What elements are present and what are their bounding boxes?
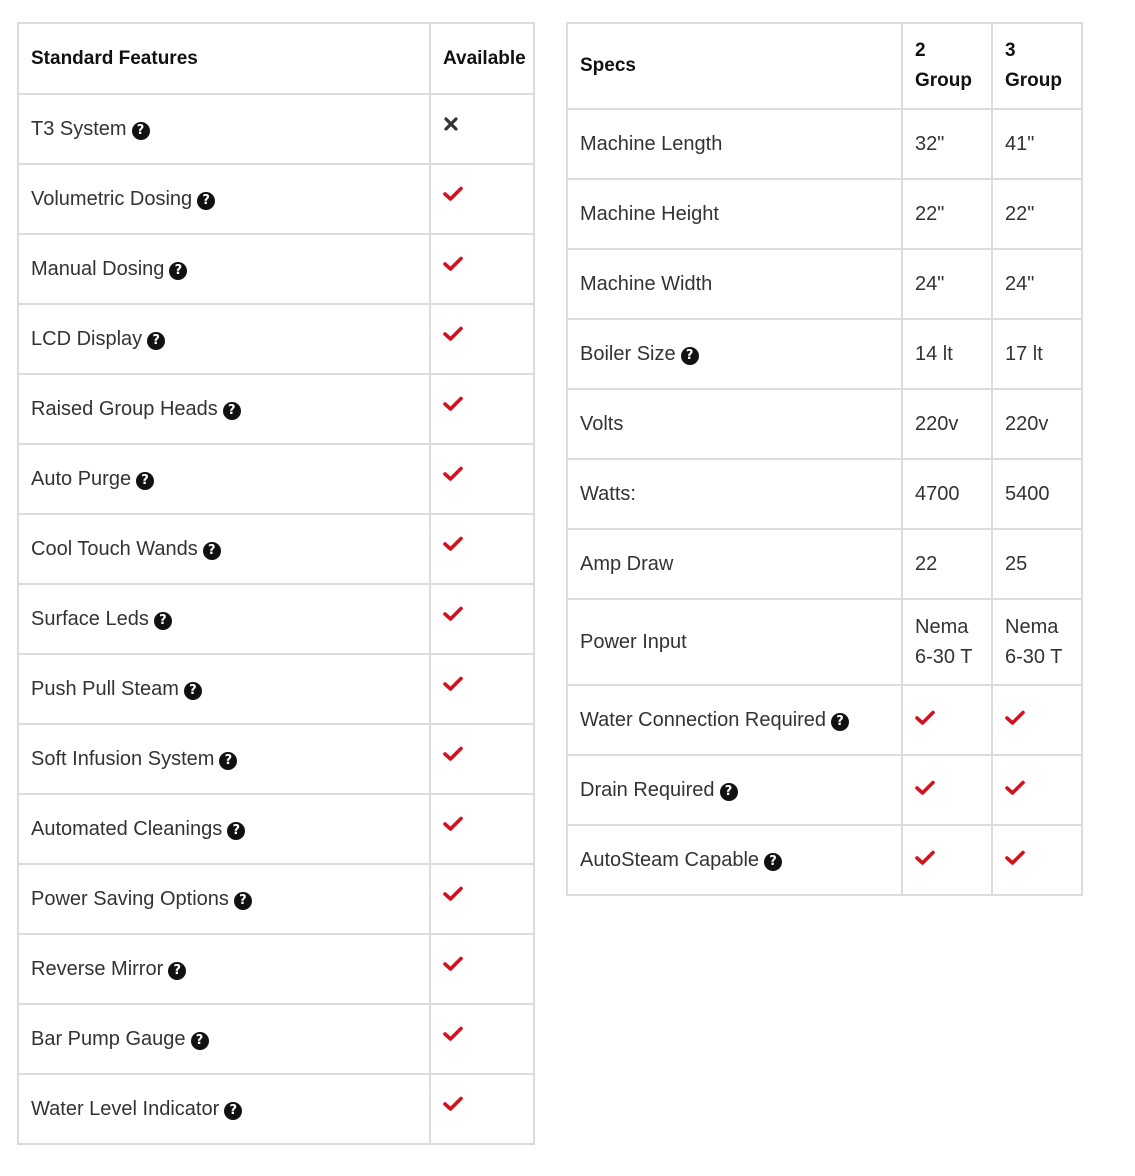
spec-label: Amp Draw bbox=[567, 529, 902, 599]
specs-header: Specs bbox=[567, 23, 902, 109]
spec-value-3-group bbox=[992, 685, 1082, 755]
feature-name-cell bbox=[18, 724, 430, 794]
feature-name-cell bbox=[18, 514, 430, 584]
feature-row bbox=[18, 374, 534, 444]
feature-row bbox=[18, 1074, 534, 1144]
feature-name-cell bbox=[18, 164, 430, 234]
features-header-row bbox=[18, 23, 534, 94]
feature-name: Bar Pump Gauge bbox=[31, 1027, 186, 1050]
feature-available-cell bbox=[430, 724, 534, 794]
spec-value-3-group: 25 bbox=[992, 529, 1082, 599]
check-icon bbox=[443, 956, 463, 972]
feature-name: Soft Infusion System bbox=[31, 747, 215, 770]
help-icon[interactable]: ? bbox=[223, 402, 241, 420]
feature-name: T3 System bbox=[31, 117, 127, 140]
check-icon bbox=[443, 1026, 463, 1042]
feature-available-cell bbox=[430, 864, 534, 934]
available-header: Available bbox=[430, 23, 534, 94]
help-icon[interactable]: ? bbox=[132, 122, 150, 140]
feature-name-cell bbox=[18, 864, 430, 934]
feature-available-cell bbox=[430, 654, 534, 724]
feature-name-cell bbox=[18, 374, 430, 444]
spec-value-3-group: 41" bbox=[992, 109, 1082, 179]
feature-row bbox=[18, 94, 534, 164]
help-icon[interactable]: ? bbox=[234, 892, 252, 910]
check-icon bbox=[443, 886, 463, 902]
feature-row bbox=[18, 1004, 534, 1074]
spec-value-3-group: 5400 bbox=[992, 459, 1082, 529]
spec-row-drain-required bbox=[567, 755, 1082, 825]
spec-row-machine-width bbox=[567, 249, 1082, 319]
feature-name-cell bbox=[18, 654, 430, 724]
feature-available-cell bbox=[430, 304, 534, 374]
spec-value-3-group: 17 lt bbox=[992, 319, 1082, 389]
feature-name: Auto Purge bbox=[31, 467, 132, 490]
spec-label: Machine Width bbox=[567, 249, 902, 319]
check-icon bbox=[1005, 710, 1025, 726]
feature-row bbox=[18, 584, 534, 654]
feature-name: Cool Touch Wands bbox=[31, 537, 198, 560]
spec-value-2-group: 24" bbox=[902, 249, 992, 319]
feature-name-cell bbox=[18, 1004, 430, 1074]
feature-name: Water Level Indicator bbox=[31, 1097, 220, 1120]
check-icon bbox=[915, 710, 935, 726]
feature-name-cell bbox=[18, 234, 430, 304]
spec-value-2-group: Nema 6-30 T bbox=[902, 599, 992, 685]
feature-row bbox=[18, 304, 534, 374]
feature-row bbox=[18, 654, 534, 724]
spec-label: Machine Height bbox=[567, 179, 902, 249]
check-icon bbox=[443, 1096, 463, 1112]
feature-available-cell bbox=[430, 794, 534, 864]
spec-label: Machine Length bbox=[567, 109, 902, 179]
feature-name-cell bbox=[18, 94, 430, 164]
spec-label-cell bbox=[567, 319, 902, 389]
check-icon bbox=[443, 186, 463, 202]
spec-row-volts bbox=[567, 389, 1082, 459]
spec-value-2-group: 22 bbox=[902, 529, 992, 599]
spec-value-2-group: 4700 bbox=[902, 459, 992, 529]
check-icon bbox=[443, 606, 463, 622]
check-icon bbox=[1005, 780, 1025, 796]
feature-row bbox=[18, 864, 534, 934]
spec-label: Water Connection Required bbox=[580, 708, 827, 731]
help-icon[interactable]: ? bbox=[224, 1102, 242, 1120]
help-icon[interactable]: ? bbox=[764, 853, 782, 871]
spec-value-2-group bbox=[902, 825, 992, 895]
help-icon[interactable]: ? bbox=[720, 783, 738, 801]
spec-label: Drain Required bbox=[580, 778, 715, 801]
spec-label: AutoSteam Capable bbox=[580, 848, 760, 871]
spec-value-2-group: 220v bbox=[902, 389, 992, 459]
feature-row bbox=[18, 164, 534, 234]
check-icon bbox=[443, 466, 463, 482]
feature-name: Reverse Mirror bbox=[31, 957, 164, 980]
spec-row-autosteam bbox=[567, 825, 1082, 895]
feature-row bbox=[18, 794, 534, 864]
feature-row bbox=[18, 444, 534, 514]
two-group-header: 2 Group bbox=[902, 23, 992, 109]
help-icon[interactable]: ? bbox=[219, 752, 237, 770]
help-icon[interactable]: ? bbox=[169, 262, 187, 280]
spec-row-machine-length bbox=[567, 109, 1082, 179]
check-icon bbox=[915, 780, 935, 796]
spec-row-water-connection bbox=[567, 685, 1082, 755]
feature-name: Volumetric Dosing bbox=[31, 187, 193, 210]
spec-value-3-group: 220v bbox=[992, 389, 1082, 459]
feature-name: Automated Cleanings bbox=[31, 817, 223, 840]
standard-features-header: Standard Features bbox=[18, 23, 430, 94]
feature-available-cell bbox=[430, 514, 534, 584]
standard-features-table bbox=[17, 22, 535, 1145]
spec-label: Watts: bbox=[567, 459, 902, 529]
check-icon bbox=[443, 256, 463, 272]
feature-available-cell bbox=[430, 1004, 534, 1074]
help-icon[interactable]: ? bbox=[147, 332, 165, 350]
feature-name-cell bbox=[18, 584, 430, 654]
feature-available-cell bbox=[430, 164, 534, 234]
spec-label: Volts bbox=[567, 389, 902, 459]
feature-name-cell bbox=[18, 1074, 430, 1144]
check-icon bbox=[1005, 850, 1025, 866]
spec-value-2-group bbox=[902, 755, 992, 825]
spec-value-2-group: 22" bbox=[902, 179, 992, 249]
help-icon[interactable]: ? bbox=[681, 347, 699, 365]
feature-name: Manual Dosing bbox=[31, 257, 165, 280]
feature-row bbox=[18, 724, 534, 794]
feature-name-cell bbox=[18, 444, 430, 514]
help-icon[interactable]: ? bbox=[203, 542, 221, 560]
specs-table bbox=[566, 22, 1083, 896]
check-icon bbox=[443, 536, 463, 552]
feature-name: Raised Group Heads bbox=[31, 397, 218, 420]
help-icon[interactable]: ? bbox=[831, 713, 849, 731]
check-icon bbox=[443, 746, 463, 762]
spec-row-boiler-size bbox=[567, 319, 1082, 389]
spec-row-power-input bbox=[567, 599, 1082, 685]
help-icon[interactable]: ? bbox=[191, 1032, 209, 1050]
check-icon bbox=[443, 326, 463, 342]
feature-row bbox=[18, 234, 534, 304]
specs-header-row bbox=[567, 23, 1082, 109]
feature-name-cell bbox=[18, 934, 430, 1004]
feature-name-cell bbox=[18, 304, 430, 374]
feature-available-cell bbox=[430, 1074, 534, 1144]
feature-available-cell bbox=[430, 94, 534, 164]
help-icon[interactable]: ? bbox=[154, 612, 172, 630]
help-icon[interactable]: ? bbox=[227, 822, 245, 840]
spec-label-cell bbox=[567, 755, 902, 825]
x-icon bbox=[443, 116, 459, 132]
check-icon bbox=[915, 850, 935, 866]
feature-available-cell bbox=[430, 934, 534, 1004]
spec-value-3-group: Nema 6-30 T bbox=[992, 599, 1082, 685]
check-icon bbox=[443, 676, 463, 692]
spec-value-3-group bbox=[992, 825, 1082, 895]
feature-name: Power Saving Options bbox=[31, 887, 229, 910]
spec-value-2-group: 14 lt bbox=[902, 319, 992, 389]
feature-available-cell bbox=[430, 584, 534, 654]
spec-value-3-group: 22" bbox=[992, 179, 1082, 249]
feature-available-cell bbox=[430, 444, 534, 514]
help-icon[interactable]: ? bbox=[136, 472, 154, 490]
spec-value-3-group: 24" bbox=[992, 249, 1082, 319]
spec-row-machine-height bbox=[567, 179, 1082, 249]
spec-value-2-group: 32" bbox=[902, 109, 992, 179]
check-icon bbox=[443, 396, 463, 412]
spec-value-2-group bbox=[902, 685, 992, 755]
spec-label: Boiler Size bbox=[580, 342, 676, 365]
help-icon[interactable]: ? bbox=[184, 682, 202, 700]
help-icon[interactable]: ? bbox=[168, 962, 186, 980]
three-group-header: 3 Group bbox=[992, 23, 1082, 109]
spec-row-amp-draw bbox=[567, 529, 1082, 599]
feature-name: Push Pull Steam bbox=[31, 677, 179, 700]
spec-label-cell bbox=[567, 825, 902, 895]
help-icon[interactable]: ? bbox=[197, 192, 215, 210]
spec-label: Power Input bbox=[567, 599, 902, 685]
feature-name: Surface Leds bbox=[31, 607, 149, 630]
feature-row bbox=[18, 514, 534, 584]
feature-name: LCD Display bbox=[31, 327, 143, 350]
spec-label-cell bbox=[567, 685, 902, 755]
feature-row bbox=[18, 934, 534, 1004]
spec-row-watts bbox=[567, 459, 1082, 529]
feature-available-cell bbox=[430, 374, 534, 444]
check-icon bbox=[443, 816, 463, 832]
feature-available-cell bbox=[430, 234, 534, 304]
spec-value-3-group bbox=[992, 755, 1082, 825]
feature-name-cell bbox=[18, 794, 430, 864]
